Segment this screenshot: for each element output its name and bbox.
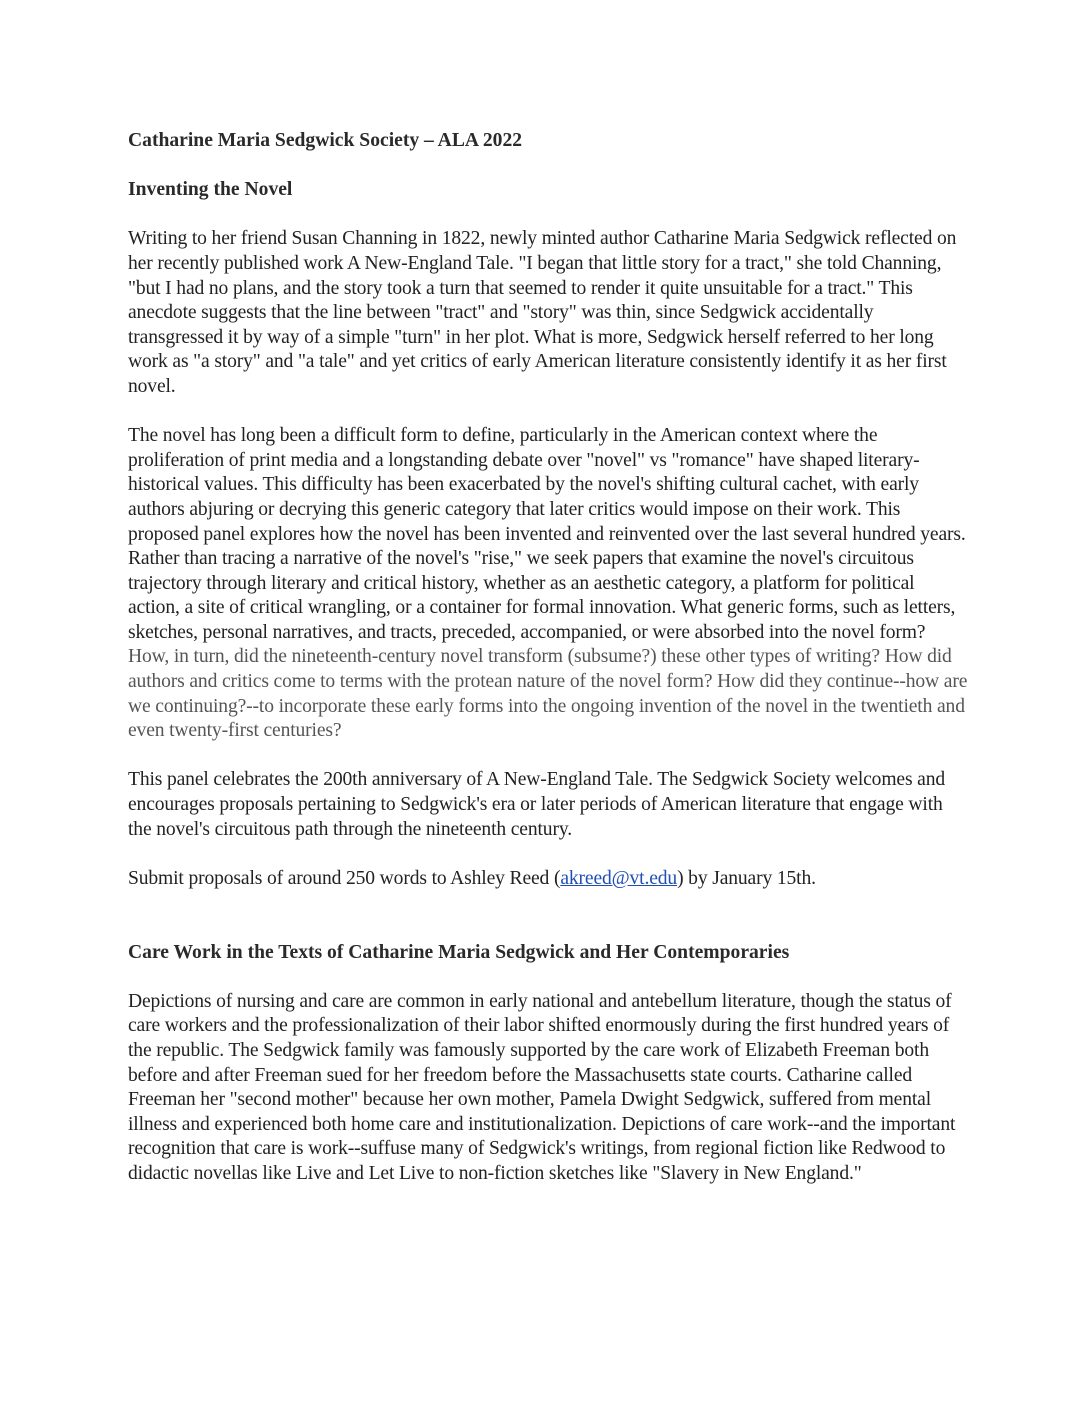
paragraph-submission [128,867,968,892]
paragraph-care-work: Depictions of nursing and care are common in early national and antebellum literature, though the status of care workers and the professionalization of their labor shifted enormously during the first hundred years of the republic. The Sedgwick family was famously supported by the care work of Elizabeth Freeman both before and after Freeman sued for her freedom before the Massachusetts state courts. Catharine called Freeman her "second mother" because her own mother, Pamela Dwight Sedgwick, suffered from mental illness and experienced both home care and institutionalization. Depictions of care work--and the important recognition that care is work--suffuse many of Sedgwick's writings, from regional fiction like Redwood to didactic novellas like Live and Let Live to non-fiction sketches like "Slavery in New England." [128,990,956,1184]
spacer [128,891,968,940]
spacer [128,154,968,179]
document-page [128,129,968,1187]
paragraph-novel-definition-main: The novel has long been a difficult form to define, particularly in the American context where the proliferation of print media and a longstanding debate over "novel" vs "romance" have shaped literary-historical values. This difficulty has been exacerbated by the novel's shifting cultural cachet, with early authors abjuring or decrying this generic category that later critics would impose on their work. This proposed panel explores how the novel has been invented and reinvented over the last several hundred years. Rather than tracing a narrative of the novel's "rise," we seek papers that examine the novel's circuitous trajectory through literary and critical history, whether as an aesthetic category, a platform for political action, a site of critical wrangling, or a container for formal innovation. What generic forms, such as letters, sketches, personal narratives, and tracts, preceded, accompanied, or were absorbed into the novel form? [128,425,966,643]
document-title: Catharine Maria Sedgwick Society – ALA 2022 [128,130,523,151]
section-heading-inventing-the-novel: Inventing the Novel [128,179,293,201]
paragraph-anniversary: This panel celebrates the 200th anniversary of A New-England Tale. The Sedgwick Society welcomes and encourages proposals pertaining to Sedgwick's era or later periods of American literature that engage with the novel's circuitous path through the nineteenth century. [128,769,946,840]
spacer [128,842,968,867]
spacer [128,203,968,228]
spacer [128,965,968,990]
submission-text-after: ) by January 15th. [677,867,816,889]
paragraph-novel-definition-questions: How, in turn, did the nineteenth-century novel transform (subsume?) these other types of writing? How did authors and critics come to terms with the protean nature of the novel form? How did they continue--how are we continuing?--to incorporate these early forms into the ongoing invention of the novel in the twentieth and even twenty-first centuries? [128,646,968,742]
submission-text-before: Submit proposals of around 250 words to Ashley Reed ( [128,867,561,889]
paragraph-novel-definition [128,424,968,744]
spacer [128,400,968,425]
section-heading-care-work: Care Work in the Texts of Catharine Maria Sedgwick and Her Contemporaries [128,941,790,963]
paragraph-channing-anecdote: Writing to her friend Susan Channing in 1822, newly minted author Catharine Maria Sedgwick reflected on her recently published work A New-England Tale. "I began that little story for a tract," she told Channing, "but I had no plans, and the story took a turn that seemed to render it quite unsuitable for a tract." This anecdote suggests that the line between "tract" and "story" was thin, since Sedgwick accidentally transgressed it by way of a simple "turn" in her plot. What is more, Sedgwick herself referred to her long work as "a story" and "a tale" and yet critics of early American literature consistently identify it as her first novel. [128,228,957,397]
email-link[interactable]: akreed@vt.edu [560,867,678,889]
spacer [128,744,968,769]
